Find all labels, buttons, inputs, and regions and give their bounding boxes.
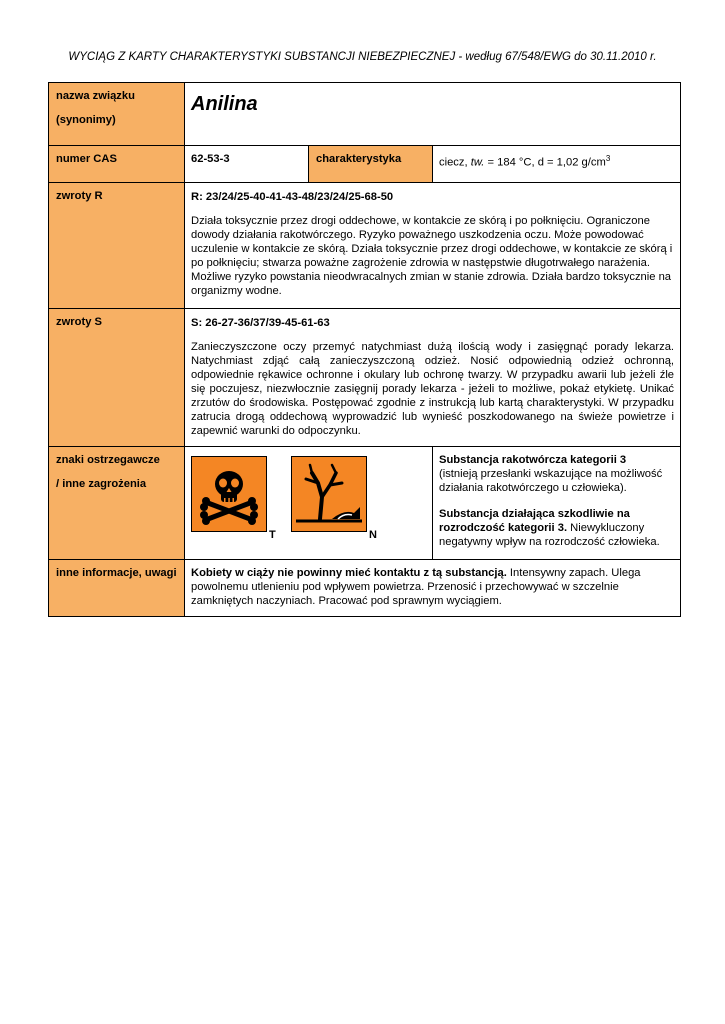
characteristics-value <box>433 146 681 183</box>
hazards-row <box>49 447 681 560</box>
cas-label: numer CAS <box>49 146 185 183</box>
pictogram-letter-t: T <box>269 529 276 541</box>
char-state: ciecz, <box>439 156 471 169</box>
cas-number: 62-53-3 <box>185 146 309 183</box>
pictogram-letter-n: N <box>369 529 377 541</box>
s-phrases-text: Zanieczyszczone oczy przemyć natychmiast dużą ilością wody i zasięgnąć porady lekarza. Natychmiast zdjąć całą zanieczyszczoną odzież. Nosić odpowiednią odzież ochronną, odpowiednie rękawice ochronne i okulary lub ochronę twarzy. W przypadku awarii lub jeżeli źle się poczujesz, niezwłocznie zasięgnij porady lekarza - jeżeli to możliwe, pokaż etykietę. Unikać zrzutów do środowiska. Postępować zgodnie z instrukcją lub kartą charakterystyki. W przypadku zatrucia drogą oddechową wyprowadzić lub wynieść poszkodowanego na świeże powietrze i zapewnić warunki do odpoczynku. <box>191 341 675 437</box>
hazards-label-2: / inne zagrożenia <box>56 478 147 490</box>
name-value-cell <box>185 83 681 146</box>
other-info-cell <box>185 560 681 617</box>
name-row <box>49 83 681 146</box>
r-phrases-label: zwroty R <box>49 183 185 309</box>
char-props: = 184 °C, d = 1,02 g/cm <box>484 156 606 169</box>
r-phrases-row <box>49 183 681 309</box>
s-phrases-code: S: 26-27-36/37/39-45-61-63 <box>191 317 330 329</box>
name-label: nazwa związku <box>56 90 135 102</box>
hazards-label-1: znaki ostrzegawcze <box>56 454 160 466</box>
hazard-2-title: Substancja działająca szkodliwie na rozrodczość kategorii 3. <box>439 508 630 534</box>
hazard-2 <box>439 507 674 553</box>
r-phrases-code: R: 23/24/25-40-41-43-48/23/24/25-68-50 <box>191 191 394 203</box>
other-info-text <box>191 566 674 610</box>
substance-card <box>48 82 681 617</box>
compound-name: Anilina <box>191 93 258 115</box>
char-sup: 3 <box>605 154 611 163</box>
dead-tree-fish-icon <box>291 456 367 532</box>
pictograms <box>191 453 426 553</box>
characteristics-label: charakterystyka <box>309 146 433 183</box>
hazards-label-cell <box>49 447 185 560</box>
hazard-1-title: Substancja rakotwórcza kategorii 3 <box>439 454 627 466</box>
s-phrases-row <box>49 309 681 447</box>
other-info-bold: Kobiety w ciąży nie powinny mieć kontaktu z tą substancją. <box>191 567 507 579</box>
s-phrases-label: zwroty S <box>49 309 185 447</box>
other-info-row <box>49 560 681 617</box>
cas-row <box>49 146 681 183</box>
pictograms-cell <box>185 447 433 560</box>
document-header: WYCIĄG Z KARTY CHARAKTERYSTYKI SUBSTANCJI NIEBEZPIECZNEJ - według 67/548/EWG do 30.11.2010 r. <box>68 51 657 63</box>
hazards-description-cell <box>433 447 681 560</box>
other-info-label: inne informacje, uwagi <box>49 560 185 617</box>
name-label-cell <box>49 83 185 146</box>
r-phrases-text: Działa toksycznie przez drogi oddechowe, w kontakcie ze skórą i po połknięciu. Ograniczone dowody działania rakotwórczego. Ryzyko poważnego uszkodzenia oczu. Może powodować uczulenie w kontakcie ze skórą. Działa toksycznie przez drogi oddechowe, w kontakcie ze skórą i po połknięciu; stwarza poważne zagrożenie zdrowia w następstwie długotrwałego narażenia. Możliwe ryzyko powstania nieodwracalnych zmian w stanie zdrowia. Działa bardzo toksycznie na organizmy wodne. <box>191 215 673 297</box>
s-phrases-cell <box>185 309 681 447</box>
char-tw: tw. <box>470 156 485 169</box>
synonyms-label: (synonimy) <box>56 114 116 126</box>
other-info-rest: Intensywny zapach. Ulega powolnemu utlenieniu pod wpływem powietrza. Przenosić i przechowywać w szczelnie zamkniętych naczyniach. Pracować pod sprawnym wyciągiem. <box>191 567 641 607</box>
skull-crossbones-icon <box>191 456 267 532</box>
hazard-2-text: Niewykluczony negatywny wpływ na rozrodczość człowieka. <box>439 522 660 548</box>
hazard-1-text: (istnieją przesłanki wskazujące na możliwość działania rakotwórczego u człowieka). <box>439 468 663 494</box>
r-phrases-cell <box>185 183 681 309</box>
